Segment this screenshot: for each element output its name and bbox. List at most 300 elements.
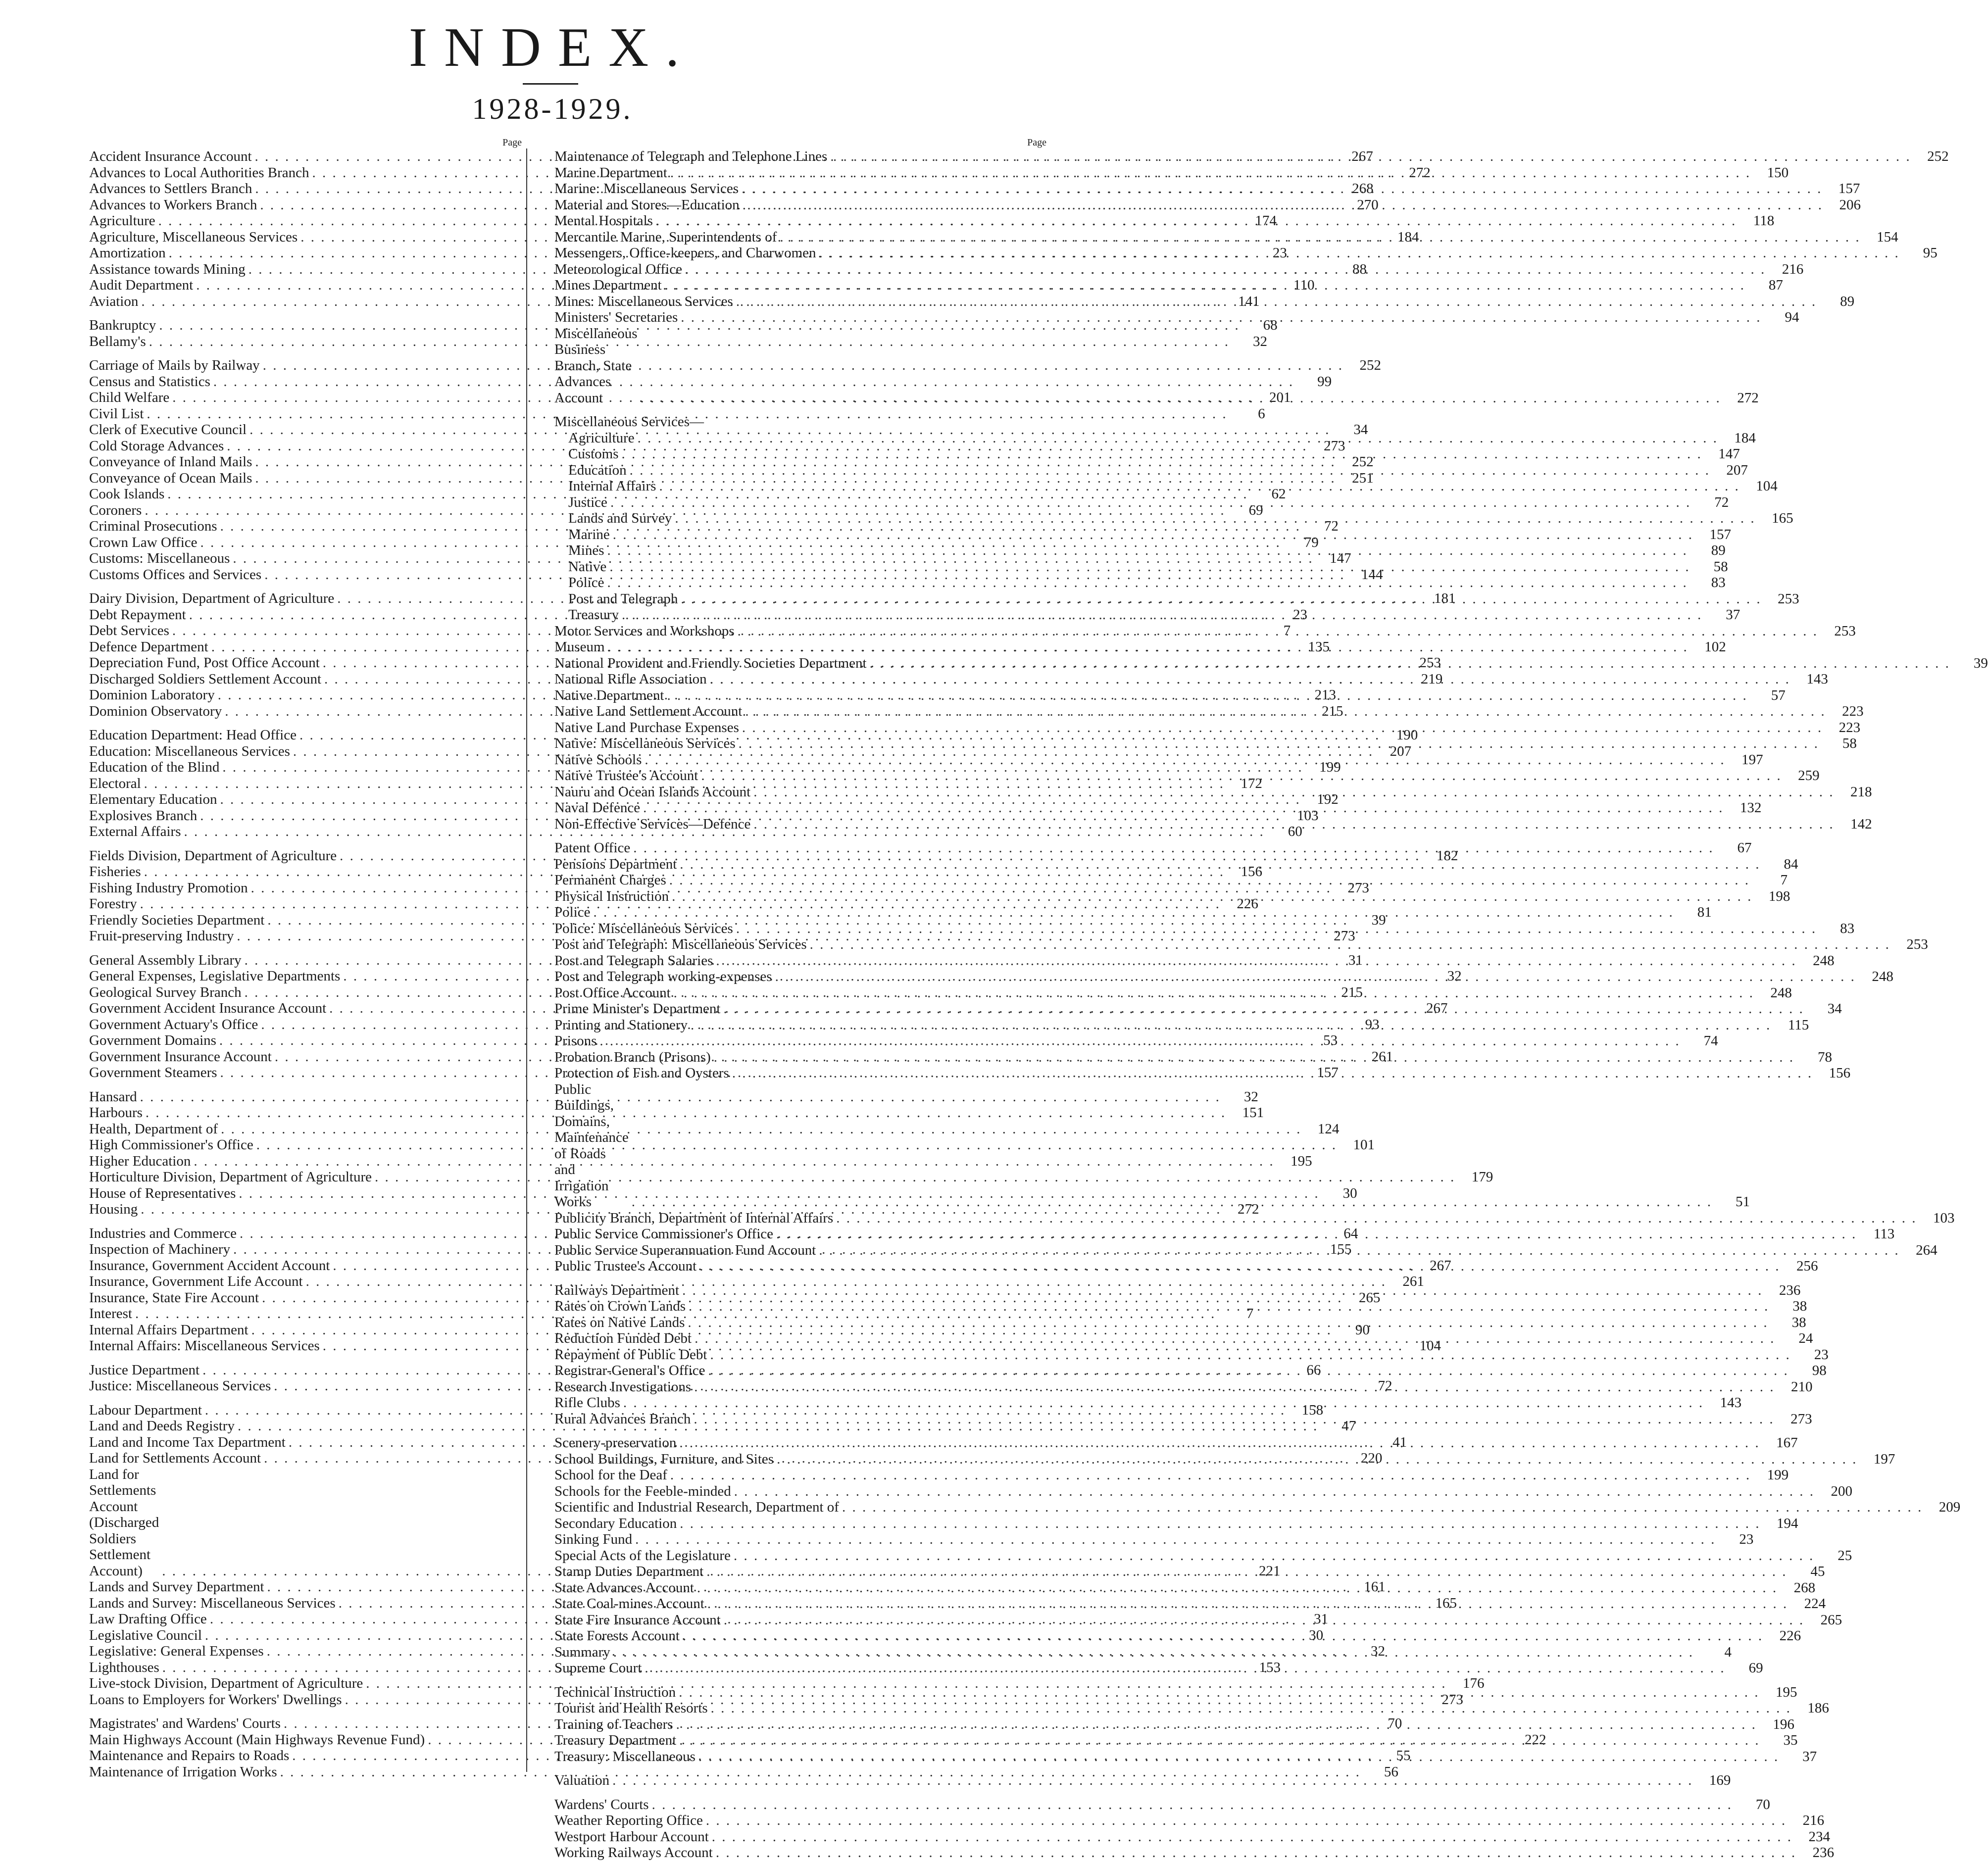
- entry-name: Native Department: [554, 687, 664, 703]
- entry-page-number: 268: [1793, 1579, 1816, 1596]
- entry-name: National Provident and Friendly Societies Department: [554, 655, 867, 671]
- entry-page-number: 95: [1923, 245, 1938, 261]
- entry-page-number: 88: [1352, 261, 1367, 277]
- leader-dots: [732, 1065, 1813, 1081]
- entry-page-number: 47: [1342, 1418, 1356, 1434]
- entry-page-number: 200: [1831, 1483, 1853, 1499]
- leader-dots: [810, 936, 1890, 953]
- entry-page-number: 248: [1770, 984, 1792, 1001]
- entry-page-number: 198: [1768, 888, 1790, 904]
- entry-name: Native Trustee's Account: [554, 768, 698, 784]
- entry-page-number: 273: [1790, 1411, 1812, 1427]
- entry-page-number: 273: [1347, 880, 1369, 896]
- entry-name: Native: [568, 558, 607, 575]
- entry-page-number: 259: [1798, 768, 1820, 784]
- entry-name: Land for Settlements Account (Discharged Soldiers Settlement Account): [89, 1466, 159, 1579]
- entry-name: Post Office Account: [554, 984, 671, 1001]
- entry-page-number: 78: [1818, 1049, 1832, 1065]
- index-entry: [554, 575, 1726, 591]
- entry-page-number: 7: [1283, 623, 1291, 638]
- entry-name: Census and Statistics: [89, 373, 210, 390]
- leader-dots: [681, 591, 1761, 607]
- entry-name: Dairy Division, Department of Agriculture: [89, 590, 335, 606]
- entry-name: Labour Department: [89, 1402, 202, 1418]
- leader-dots: [706, 1564, 1787, 1580]
- leader-dots: [613, 1644, 1694, 1661]
- leader-dots: [635, 1531, 1716, 1548]
- entry-name: Civil List: [89, 405, 144, 422]
- entry-page-number: 37: [1726, 607, 1740, 623]
- entry-name: School Buildings, Furniture, and Sites: [554, 1451, 774, 1467]
- leader-dots: [708, 1363, 1789, 1379]
- entry-name: Insurance, Government Life Account: [89, 1273, 303, 1289]
- entry-name: Internal Affairs: [568, 478, 656, 494]
- entry-name: Friendly Societies Department: [89, 912, 265, 928]
- entry-name: Prime Minister's Department: [554, 1001, 721, 1017]
- entry-page-number: 4: [1724, 1644, 1732, 1660]
- leader-dots: [698, 1749, 1779, 1765]
- index-entry: [89, 1088, 1258, 1105]
- leader-dots: [714, 1049, 1794, 1066]
- entry-name: Advances to Workers Branch: [89, 196, 257, 213]
- entry-name: Lighthouses: [89, 1659, 159, 1675]
- leader-dots: [623, 1395, 1704, 1411]
- index-entry: [89, 333, 1268, 350]
- page-title: INDEX.: [408, 17, 696, 78]
- entry-page-number: 234: [1808, 1828, 1830, 1845]
- leader-dots: [736, 921, 1817, 937]
- entry-page-number: 113: [1873, 1226, 1895, 1242]
- entry-page-number: 182: [1436, 847, 1458, 864]
- entry-page-number: 158: [1301, 1402, 1324, 1418]
- entry-name: Aviation: [89, 293, 139, 309]
- index-entry: [554, 1772, 1731, 1789]
- entry-name: Elementary Education: [89, 791, 217, 807]
- index-entry: [89, 1121, 1340, 1137]
- entry-page-number: 83: [1711, 575, 1726, 590]
- entry-name: Mercantile Marine, Superintendents of: [554, 229, 777, 245]
- entry-page-number: 273: [1323, 438, 1345, 454]
- leader-dots: [607, 542, 1688, 559]
- leader-dots: [638, 430, 1718, 446]
- entry-page-number: 196: [1773, 1716, 1794, 1732]
- entry-page-number: 70: [1755, 1796, 1770, 1812]
- entry-page-number: 35: [1783, 1732, 1798, 1748]
- entry-page-number: 150: [1767, 164, 1789, 181]
- entry-name: House of Representatives: [89, 1185, 236, 1201]
- entry-name: Internal Affairs Department: [89, 1322, 248, 1338]
- entry-name: Tourist and Health Resorts: [554, 1700, 708, 1716]
- entry-name: Working Railways Account: [554, 1845, 713, 1861]
- index-entry: [554, 1845, 1835, 1861]
- leader-dots: [738, 623, 1818, 639]
- leader-dots: [699, 1258, 1780, 1274]
- entry-page-number: 143: [1806, 671, 1828, 687]
- entry-page-number: 213: [1314, 687, 1336, 703]
- leader-dots: [670, 165, 1751, 181]
- entry-name: Customs: Miscellaneous: [89, 550, 230, 566]
- entry-page-number: 264: [1916, 1242, 1938, 1258]
- entry-page-number: 197: [1873, 1451, 1895, 1467]
- entry-page-number: 38: [1791, 1314, 1806, 1330]
- entry-name: Material and Stores—Education: [554, 196, 740, 213]
- entry-name: Native: Miscellaneous Services: [554, 735, 736, 751]
- entry-name: Post and Telegraph working-expenses: [554, 969, 772, 984]
- entry-name: Prisons: [554, 1033, 597, 1049]
- leader-dots: [745, 703, 1826, 720]
- leader-dots: [680, 856, 1760, 873]
- entry-page-number: 165: [1772, 510, 1793, 526]
- leader-dots: [665, 277, 1745, 294]
- entry-name: General Assembly Library: [89, 952, 242, 968]
- entry-name: Harbours: [89, 1105, 143, 1121]
- entry-page-number: 69: [1748, 1660, 1763, 1676]
- entry-name: School for the Deaf: [554, 1467, 667, 1483]
- leader-dots: [688, 1315, 1768, 1331]
- entry-page-number: 248: [1872, 969, 1893, 984]
- entry-page-number: 23: [1814, 1346, 1829, 1363]
- leader-dots: [608, 639, 1689, 655]
- index-entry: [554, 1210, 1955, 1226]
- entry-page-number: 236: [1812, 1845, 1835, 1861]
- entry-name: Native Land Settlement Account: [554, 703, 743, 719]
- entry-name: Supreme Court: [554, 1660, 642, 1676]
- entry-name: Horticulture Division, Department of Agriculture: [89, 1169, 372, 1185]
- index-entry: [554, 1298, 1807, 1315]
- leader-dots: [753, 784, 1834, 800]
- entry-name: Geological Survey Branch: [89, 984, 242, 1000]
- entry-name: Public Service Superannuation Fund Account: [554, 1242, 816, 1258]
- entry-page-number: 79: [1304, 534, 1319, 550]
- entry-name: Customs: [568, 446, 619, 462]
- leader-dots: [716, 1845, 1796, 1861]
- leader-dots: [777, 1451, 1857, 1468]
- entry-page-number: 37: [1802, 1748, 1817, 1764]
- entry-page-number: 98: [1812, 1363, 1827, 1378]
- entry-name: Non-Effective Services—Defence: [554, 816, 751, 832]
- entry-page-number: 190: [1396, 727, 1418, 743]
- entry-name: Land and Deeds Registry: [89, 1418, 235, 1434]
- entry-name: State Coal-mines Account: [554, 1596, 704, 1612]
- entry-name: Publicity Branch, Department of Internal Affairs: [554, 1210, 834, 1226]
- entry-name: Post and Telegraph: [568, 590, 678, 607]
- leader-dots: [842, 1499, 1923, 1516]
- entry-name: Debt Repayment: [89, 606, 186, 623]
- index-entry: [89, 1185, 1357, 1202]
- entry-name: Fruit-preserving Industry: [89, 928, 234, 944]
- entry-name: Fields Division, Department of Agriculture: [89, 847, 337, 864]
- entry-page-number: 272: [1409, 164, 1431, 181]
- leader-dots: [613, 527, 1693, 543]
- entry-name: Post and Telegraph Salaries: [554, 952, 713, 969]
- entry-name: Permanent Charges: [554, 872, 666, 888]
- entry-name: Messengers, Office-keepers, and Charwomen: [554, 245, 816, 261]
- entry-page-number: 272: [1737, 390, 1759, 406]
- entry-page-number: 51: [1736, 1194, 1750, 1210]
- entry-name: Insurance, Government Accident Account: [89, 1257, 330, 1273]
- leader-dots: [679, 1732, 1760, 1749]
- leader-dots: [694, 1411, 1774, 1427]
- entry-page-number: 32: [1370, 1643, 1385, 1659]
- entry-page-number: 222: [1524, 1731, 1546, 1748]
- entry-name: Agriculture, Miscellaneous Services: [89, 229, 298, 245]
- entry-page-number: 253: [1906, 936, 1928, 952]
- entry-page-number: 252: [1352, 454, 1374, 470]
- entry-page-number: 34: [1353, 422, 1368, 438]
- entry-page-number: 60: [1288, 824, 1302, 839]
- entry-page-number: 199: [1319, 759, 1341, 775]
- leader-dots: [711, 1700, 1791, 1716]
- entry-name: State Advances Account: [554, 1579, 694, 1596]
- entry-name: Education of the Blind: [89, 759, 220, 775]
- entry-name: Research Investigations: [554, 1378, 692, 1395]
- entry-page-number: 39: [1973, 655, 1988, 671]
- entry-name: Education: [568, 462, 627, 478]
- leader-dots: [706, 1812, 1787, 1829]
- entry-name: Mines: [568, 542, 604, 558]
- entry-name: Bellamy's: [89, 333, 146, 349]
- entry-page-number: 192: [1317, 791, 1339, 807]
- entry-page-number: 23: [1292, 606, 1307, 623]
- entry-page-number: 118: [1753, 213, 1775, 229]
- entry-page-number: 273: [1441, 1691, 1463, 1708]
- entry-page-number: 144: [1361, 566, 1383, 583]
- entry-page-number: 273: [1334, 928, 1355, 944]
- entry-page-number: 101: [1353, 1137, 1375, 1153]
- leader-dots: [659, 478, 1740, 494]
- entry-page-number: 221: [1258, 1563, 1281, 1579]
- leader-dots: [622, 446, 1702, 462]
- entry-page-number: 207: [1726, 462, 1748, 478]
- leader-dots: [675, 510, 1755, 527]
- entry-name: Naval Defence: [554, 800, 641, 816]
- entry-name: Marine: Miscellaneous Services: [554, 181, 739, 196]
- entry-name: Treasury Department: [554, 1732, 677, 1748]
- entry-page-number: 181: [1434, 590, 1456, 606]
- entry-page-number: 115: [1788, 1017, 1809, 1033]
- entry-page-number: 165: [1435, 1595, 1457, 1611]
- entry-name: Technical Instruction: [554, 1684, 676, 1700]
- entry-page-number: 161: [1364, 1579, 1386, 1595]
- entry-page-number: 253: [1419, 655, 1441, 671]
- entry-name: Industries and Commerce: [89, 1225, 237, 1241]
- entry-name: Legislative Council: [89, 1627, 202, 1643]
- entry-name: Advances to Settlers Branch: [89, 181, 252, 196]
- entry-name: Marine Department: [554, 164, 667, 181]
- entry-name: State Fire Insurance Account: [554, 1612, 721, 1628]
- leader-dots: [630, 462, 1710, 479]
- entry-name: Justice: [568, 494, 607, 510]
- entry-name: Rifle Clubs: [554, 1395, 620, 1411]
- index-entry: [554, 623, 1856, 639]
- entry-page-number: 103: [1933, 1210, 1955, 1226]
- leader-dots: [679, 1435, 1760, 1451]
- entry-page-number: 267: [1426, 1000, 1448, 1016]
- entry-page-number: 94: [1785, 309, 1799, 325]
- entry-name: Special Acts of the Legislature: [554, 1547, 731, 1564]
- page-column-heading: Page: [502, 137, 522, 148]
- entry-page-number: 253: [1778, 590, 1799, 607]
- entry-name: Internal Affairs: Miscellaneous Services: [89, 1338, 320, 1354]
- leader-dots: [667, 687, 1747, 704]
- entry-page-number: 31: [1348, 952, 1363, 968]
- entry-name: Mental Hospitals: [554, 213, 653, 229]
- entry-name: Treasury: Miscellaneous: [554, 1748, 696, 1764]
- entry-page-number: 142: [1850, 816, 1872, 832]
- leader-dots: [612, 1772, 1693, 1789]
- entry-page-number: 103: [1297, 807, 1319, 824]
- page-column-heading: Page: [1027, 137, 1046, 148]
- index-entry: [89, 1169, 1493, 1185]
- leader-dots: [685, 261, 1766, 278]
- leader-dots: [632, 1194, 1712, 1210]
- entry-page-number: 110: [1293, 277, 1315, 293]
- leader-dots: [710, 1347, 1790, 1363]
- entry-name: Inspection of Machinery: [89, 1241, 231, 1257]
- leader-dots: [672, 888, 1752, 905]
- entry-name: Customs Offices and Services: [89, 566, 262, 583]
- entry-page-number: 32: [1253, 333, 1268, 349]
- entry-name: Miscellaneous Business Branch, State Advances Account: [554, 325, 638, 406]
- entry-page-number: 143: [1720, 1395, 1742, 1411]
- entry-page-number: 261: [1402, 1273, 1424, 1289]
- entry-name: Criminal Prosecutions: [89, 518, 217, 534]
- entry-name: Justice: Miscellaneous Services: [89, 1378, 271, 1394]
- entry-name: Loans to Employers for Workers' Dwellings: [89, 1691, 342, 1708]
- entry-page-number: 219: [1421, 671, 1443, 687]
- leader-dots: [694, 1379, 1775, 1395]
- entry-page-number: 157: [1709, 526, 1731, 542]
- leader-dots: [716, 953, 1796, 969]
- entry-name: Crown Law Office: [89, 534, 198, 550]
- entry-name: Scenery-preservation: [554, 1435, 677, 1451]
- leader-dots: [645, 752, 1725, 768]
- entry-name: Government Insurance Account: [89, 1048, 272, 1065]
- entry-page-number: 69: [1248, 502, 1263, 518]
- entry-name: Public Trustee's Account: [554, 1258, 697, 1274]
- entry-page-number: 265: [1358, 1289, 1381, 1306]
- entry-page-number: 226: [1237, 896, 1258, 912]
- leader-dots: [689, 1298, 1769, 1315]
- entry-name: Printing and Stationery: [554, 1017, 688, 1033]
- entry-name: Native Land Purchase Expenses: [554, 719, 739, 735]
- entry-page-number: 93: [1365, 1016, 1380, 1032]
- entry-name: Maintenance of Irrigation Works: [89, 1763, 277, 1780]
- leader-dots: [819, 245, 1900, 261]
- entry-name: Hansard: [89, 1088, 137, 1105]
- entry-name: Physical Instruction: [554, 888, 669, 904]
- leader-dots: [594, 904, 1674, 921]
- entry-page-number: 89: [1711, 542, 1726, 558]
- leader-dots: [707, 1596, 1788, 1612]
- leader-dots: [819, 1242, 1899, 1259]
- entry-page-number: 58: [1713, 558, 1728, 575]
- entry-page-number: 124: [1317, 1121, 1340, 1137]
- entry-name: Carriage of Mails by Railway: [89, 357, 260, 373]
- entry-name: Schools for the Feeble-minded: [554, 1483, 731, 1499]
- index-entry: [89, 1137, 1375, 1153]
- leader-dots: [633, 840, 1714, 856]
- entry-name: Fishing Industry Promotion: [89, 880, 248, 896]
- entry-name: Agriculture: [89, 213, 155, 229]
- entry-page-number: 72: [1714, 494, 1729, 510]
- entry-page-number: 251: [1352, 470, 1374, 486]
- entry-page-number: 261: [1371, 1048, 1393, 1065]
- entry-page-number: 210: [1790, 1378, 1813, 1395]
- entry-name: Railways Department: [554, 1282, 680, 1298]
- entry-name: General Expenses, Legislative Departments: [89, 968, 341, 984]
- entry-name: External Affairs: [89, 824, 181, 839]
- entry-name: Cold Storage Advances: [89, 438, 224, 454]
- entry-page-number: 155: [1330, 1241, 1352, 1257]
- entry-name: Reduction Funded Debt: [554, 1330, 692, 1346]
- entry-name: Agriculture: [568, 430, 635, 446]
- entry-page-number: 184: [1734, 430, 1756, 446]
- entry-page-number: 81: [1697, 904, 1712, 920]
- leader-dots: [710, 671, 1790, 687]
- entry-page-number: 252: [1927, 148, 1949, 164]
- leader-dots: [607, 575, 1688, 591]
- leader-dots: [712, 1829, 1792, 1845]
- entry-name: Post and Telegraph: Miscellaneous Services: [554, 936, 807, 952]
- entry-page-number: 56: [1384, 1763, 1398, 1780]
- entry-name: Wardens' Courts: [554, 1796, 649, 1812]
- entry-name: Forestry: [89, 896, 137, 912]
- entry-page-number: 224: [1804, 1596, 1826, 1612]
- entry-page-number: 74: [1703, 1033, 1718, 1049]
- entry-name: Conveyance of Inland Mails: [89, 454, 252, 470]
- leader-dots: [775, 969, 1856, 985]
- entry-page-number: 45: [1810, 1564, 1825, 1579]
- entry-page-number: 104: [1419, 1338, 1441, 1354]
- entry-page-number: 199: [1767, 1467, 1789, 1483]
- entry-name: Police: Miscellaneous Services: [554, 920, 733, 936]
- entry-name: Meteorological Office: [554, 261, 682, 277]
- index-letter-group: [554, 1772, 1731, 1789]
- entry-page-number: 25: [1838, 1547, 1852, 1564]
- entry-name: Dominion Observatory: [89, 703, 222, 719]
- entry-page-number: 216: [1782, 261, 1804, 277]
- leader-dots: [680, 1516, 1760, 1532]
- leader-dots: [622, 607, 1702, 623]
- entry-name: Main Highways Account (Main Highways Revenue Fund): [89, 1731, 425, 1748]
- entry-name: Coroners: [89, 502, 142, 518]
- entry-name: Electoral: [89, 775, 141, 791]
- entry-page-number: 223: [1839, 719, 1861, 735]
- entry-page-number: 267: [1351, 148, 1373, 164]
- entry-page-number: 6: [1258, 405, 1265, 422]
- entry-name: Discharged Soldiers Settlement Account: [89, 671, 322, 687]
- entry-page-number: 226: [1779, 1628, 1801, 1644]
- leader-dots: [780, 229, 1860, 245]
- leader-dots: [610, 494, 1691, 511]
- entry-page-number: 7: [1246, 1306, 1254, 1322]
- entry-page-number: 220: [1360, 1450, 1383, 1466]
- entry-page-number: 169: [1709, 1772, 1731, 1788]
- entry-page-number: 41: [1392, 1434, 1407, 1450]
- entry-page-number: 195: [1775, 1684, 1797, 1700]
- entry-name: Rates on Native Lands: [554, 1314, 685, 1330]
- entry-page-number: 87: [1768, 277, 1783, 293]
- entry-name: Dominion Laboratory: [89, 687, 215, 703]
- entry-name: Explosives Branch: [89, 807, 198, 824]
- entry-name: Police: [568, 575, 604, 590]
- leader-dots: [652, 1797, 1733, 1813]
- entry-page-number: 153: [1259, 1659, 1281, 1675]
- entry-page-number: 179: [1471, 1169, 1493, 1185]
- entry-name: Nauru and Ocean Islands Account: [554, 784, 751, 800]
- entry-name: Advances to Local Authorities Branch: [89, 164, 309, 181]
